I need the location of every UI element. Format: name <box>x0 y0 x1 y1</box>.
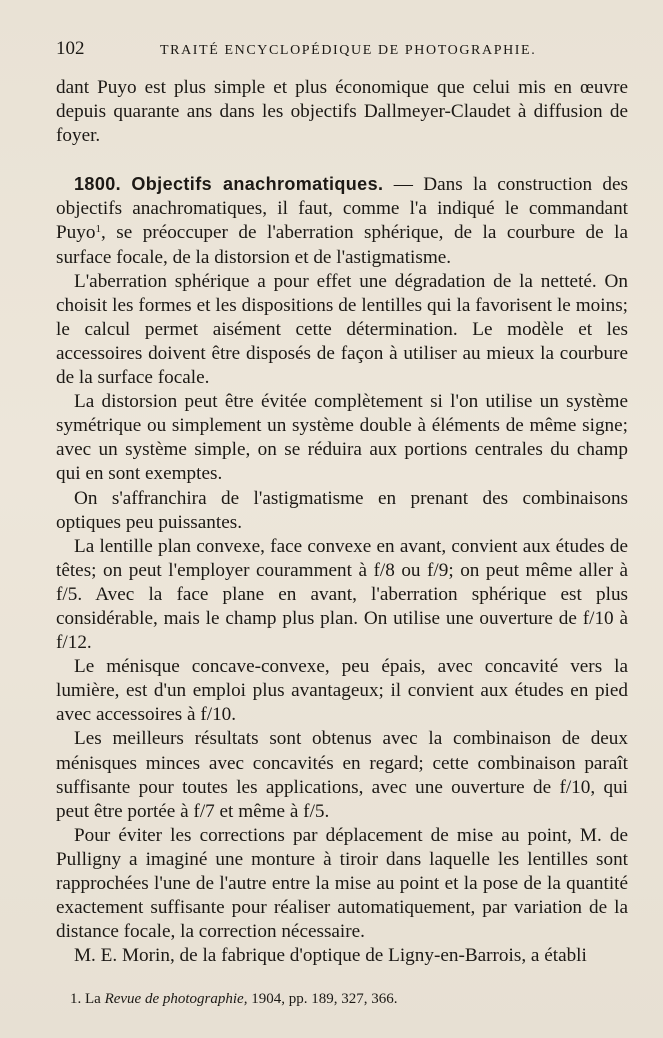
section-lead-text-continued: , se préoccuper de l'aberration sphérique, de la courbure de la surface focale, de la distorsion et de l'astigmatisme. <box>56 222 628 268</box>
intro-paragraph: dant Puyo est plus simple et plus économique que celui mis en œuvre depuis quarante ans dans les objectifs Dallmeyer-Claudet à diffusion de foyer. <box>56 77 628 147</box>
footnote-prefix: La <box>85 991 101 1007</box>
section-title: Objectifs anachromatiques. <box>131 174 384 195</box>
paragraph-plano-convex-lens: La lentille plan convexe, face convexe en avant, convient aux études de têtes; on peut l'employer couramment à f/8 ou f/9; on peut même aller à f/5. Avec la face plane en avant, l'aberration sphérique est plus considérable, mais le champ plus plan. On utilise une ouverture de f/10 à f/12. <box>56 535 628 654</box>
paragraph-morin: M. E. Morin, de la fabrique d'optique de Ligny-en-Barrois, a établi <box>74 945 587 967</box>
footnote-source: Revue de photographie, <box>104 991 248 1007</box>
section-number: 1800. <box>74 174 122 195</box>
page-number: 102 <box>56 38 85 59</box>
paragraph-best-results: Les meilleurs résultats sont obtenus avec la combinaison de deux ménisques minces avec concavités en regard; cette combinaison paraît suffisante pour toutes les applications, avec une ouverture de f/10, qui peut être portée à f/7 et même à f/5. <box>56 728 628 822</box>
footnote-number: 1. <box>70 991 82 1007</box>
footnote-details: 1904, pp. 189, 327, 366. <box>251 991 398 1007</box>
section-separator: — <box>383 174 424 196</box>
paragraph-astigmatism: On s'affranchira de l'astigmatisme en prenant des combinaisons optiques peu puissantes. <box>56 487 628 533</box>
paragraph-pulligny-mount: Pour éviter les corrections par déplacement de mise au point, M. de Pulligny a imaginé une monture à tiroir dans laquelle les lentilles sont rapprochées l'une de l'autre entre la mise au point et la pose de la quantité exactement suffisante pour réaliser automatiquement, par variation de la distance focale, la correction nécessaire. <box>56 824 628 943</box>
section-1800 <box>56 172 628 968</box>
paragraph-distortion: La distorsion peut être évitée complètement si l'on utilise un système symétrique ou simplement un système double à éléments de même signe; avec un système simple, on se réduira aux portions centrales du champ qui en sont exemptes. <box>56 391 628 485</box>
body-text <box>56 76 628 968</box>
running-title: TRAITÉ ENCYCLOPÉDIQUE DE PHOTOGRAPHIE. <box>160 43 537 58</box>
footnote-reference[interactable]: 1 <box>95 223 101 236</box>
section-lead-paragraph <box>56 172 628 269</box>
paragraph-meniscus: Le ménisque concave-convexe, peu épais, avec concavité vers la lumière, est d'un emploi plus avantageux; il convient aux études en pied avec accessoires à f/10. <box>56 656 628 726</box>
section-lead-text: Dans la construction des objectifs anachromatiques, il faut, comme l'a indiqué le commandant Puyo <box>56 174 629 244</box>
paragraph-spherical-aberration: L'aberration sphérique a pour effet une dégradation de la netteté. On choisit les formes et les dispositions de lentilles qui la favorisent le moins; le calcul permet aisément cette détermination. Le modèle et les accessoires doivent être disposés de façon à utiliser au mieux la courbure de la surface focale. <box>56 270 628 389</box>
footnote <box>70 990 630 1008</box>
page-header <box>56 38 628 64</box>
